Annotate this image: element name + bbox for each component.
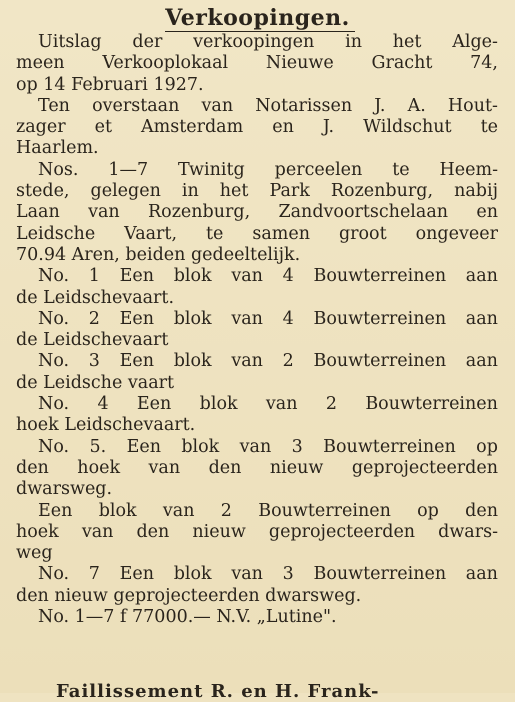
article-title: Verkoopingen. xyxy=(165,5,350,31)
article-line: op 14 Februari 1927. xyxy=(16,74,204,95)
article-line: Ten overstaan van Notarissen J. A. Hout- xyxy=(38,95,498,116)
article-line: dwarsweg. xyxy=(16,479,113,500)
article-line: de Leidsche vaart xyxy=(16,372,175,393)
article-line: No. 2 Een blok van 4 Bouwterreinen aan xyxy=(38,308,498,329)
article-line: No. 1—7 f 77000.— N.V. „Lutine". xyxy=(38,607,337,628)
article-line: Haarlem. xyxy=(16,138,99,159)
article-line: den hoek van den nieuw geprojecteerden xyxy=(16,457,498,478)
article-line: Nos. 1—7 Twinitg perceelen te Heem- xyxy=(38,159,498,180)
article-line: Leidsche Vaart, te samen groot ongeveer xyxy=(16,223,498,244)
article-line: No. 7 Een blok van 3 Bouwterreinen aan xyxy=(38,564,498,585)
article-line: weg xyxy=(16,543,53,564)
article-line: stede, gelegen in het Park Rozenburg, nabij xyxy=(16,181,498,202)
article-body xyxy=(16,32,498,628)
article-line: hoek Leidschevaart. xyxy=(16,415,196,436)
article-line: Uitslag der verkoopingen in het Alge- xyxy=(38,32,498,52)
article-line: zager et Amsterdam en J. Wildschut te xyxy=(16,117,498,138)
next-article-heading-cut: Faillissement R. en H. Frank- xyxy=(56,681,380,702)
article-line: den nieuw geprojecteerden dwarsweg. xyxy=(16,585,362,606)
article-line: No. 3 Een blok van 2 Bouwterreinen aan xyxy=(38,351,498,372)
article-line: Laan van Rozenburg, Zandvoortschelaan en xyxy=(16,202,498,223)
article-line: No. 5. Een blok van 3 Bouwterreinen op xyxy=(38,436,498,457)
article-line: meen Verkooplokaal Nieuwe Gracht 74, xyxy=(16,53,498,74)
article-line: 70.94 Aren, beiden gedeeltelijk. xyxy=(16,244,301,265)
article-line: Een blok van 2 Bouwterreinen op den xyxy=(38,500,498,521)
article-line: de Leidschevaart xyxy=(16,330,169,351)
article-line: No. 1 Een blok van 4 Bouwterreinen aan xyxy=(38,266,498,287)
article-line: hoek van den nieuw geprojecteerden dwars- xyxy=(16,521,498,542)
article-line: de Leidschevaart. xyxy=(16,287,175,308)
article-line: No. 4 Een blok van 2 Bouwterreinen xyxy=(38,394,498,415)
